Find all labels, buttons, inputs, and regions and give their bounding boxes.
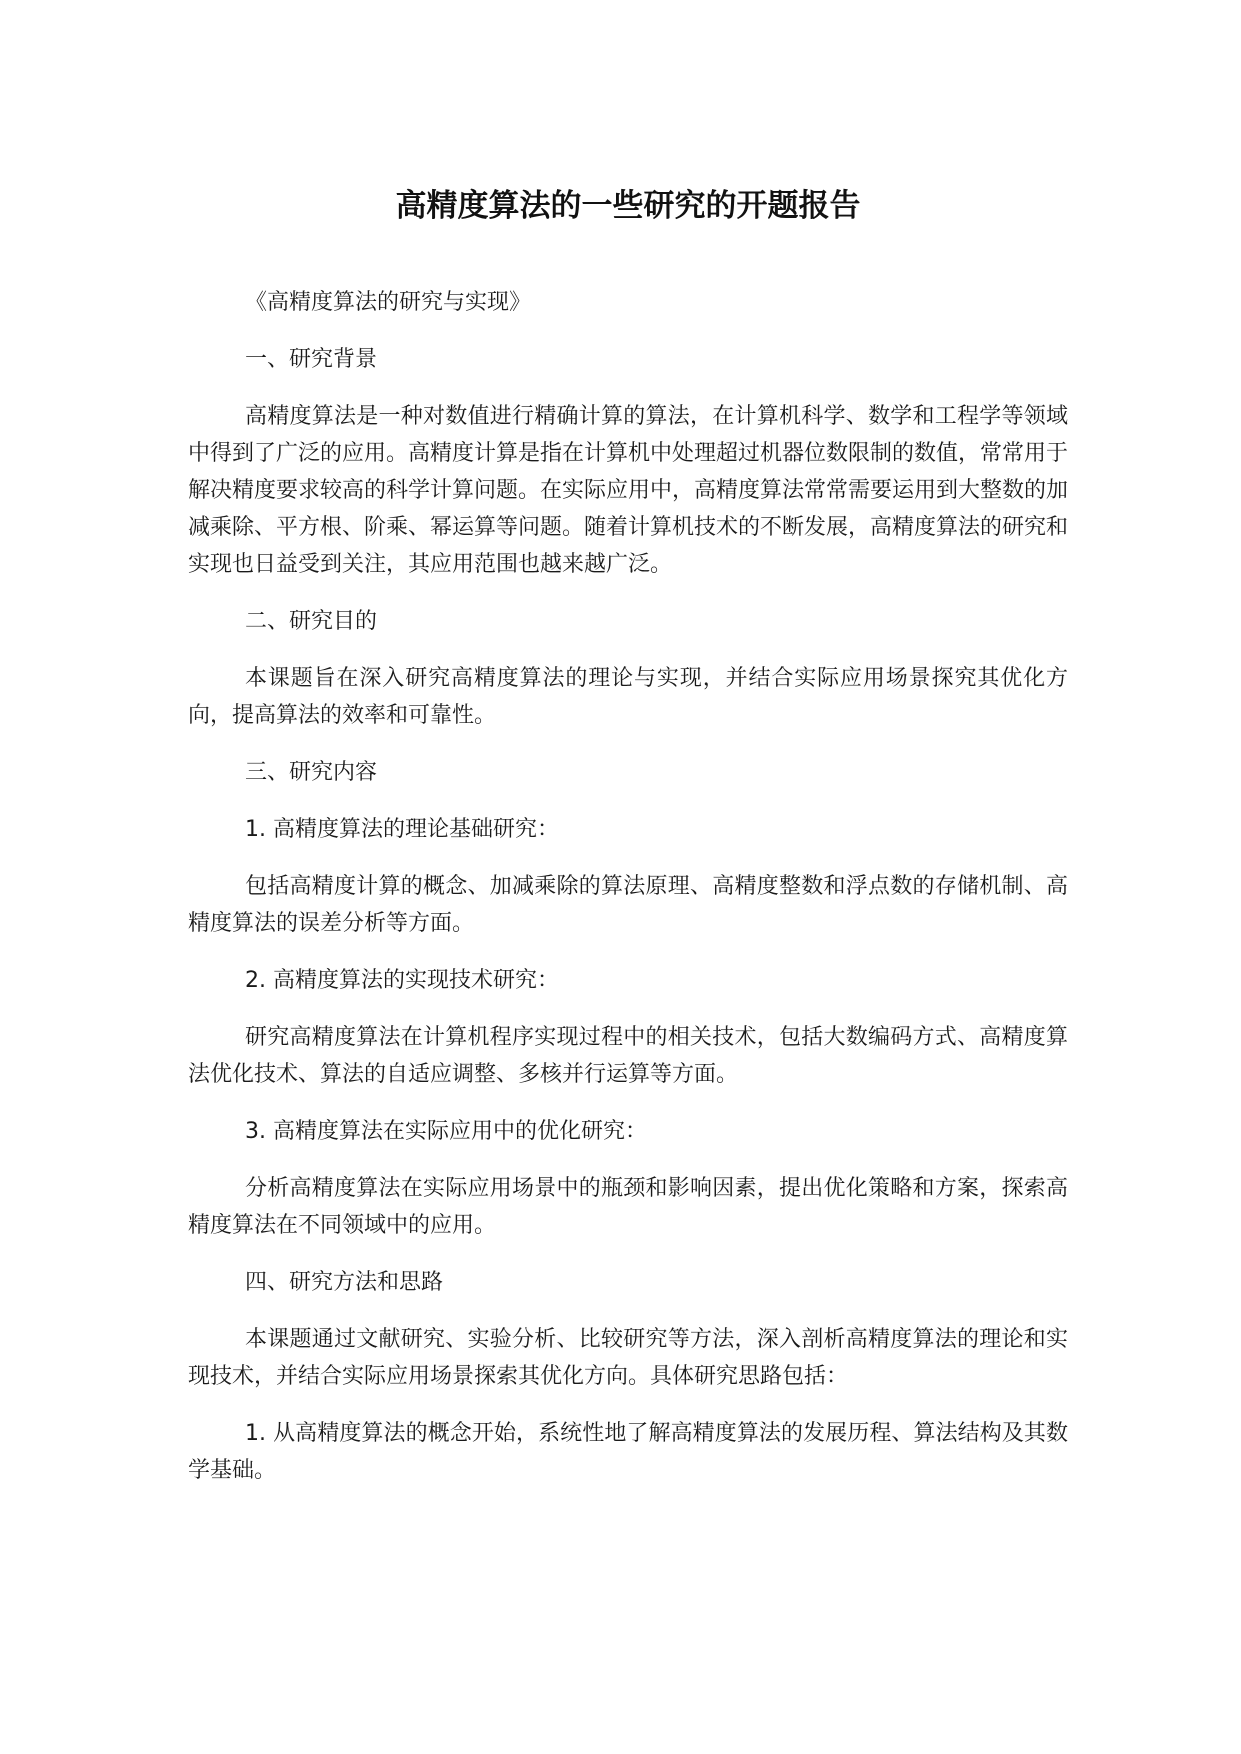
section-heading-content: 三、研究内容 <box>245 760 378 785</box>
document-title: 高精度算法的一些研究的开题报告 <box>395 188 861 224</box>
paragraph-purpose: 本课题旨在深入研究高精度算法的理论与实现，并结合实际应用场景探究其优化方向，提高算法的效率和可靠性。 <box>188 666 1068 728</box>
content-item-3-heading: 3. 高精度算法在实际应用中的优化研究： <box>245 1119 647 1144</box>
section-heading-purpose: 二、研究目的 <box>245 609 378 634</box>
content-item-2-text: 研究高精度算法在计算机程序实现过程中的相关技术，包括大数编码方式、高精度算法优化技术、算法的自适应调整、多核并行运算等方面。 <box>188 1025 1068 1087</box>
content-item-3-text: 分析高精度算法在实际应用场景中的瓶颈和影响因素，提出优化策略和方案，探索高精度算法在不同领域中的应用。 <box>188 1176 1068 1238</box>
content-item-1-text: 包括高精度计算的概念、加减乘除的算法原理、高精度整数和浮点数的存储机制、高精度算法的误差分析等方面。 <box>188 874 1068 936</box>
paragraph-method: 本课题通过文献研究、实验分析、比较研究等方法，深入剖析高精度算法的理论和实现技术，并结合实际应用场景探索其优化方向。具体研究思路包括： <box>188 1327 1068 1389</box>
content-item-2-heading: 2. 高精度算法的实现技术研究： <box>245 968 559 993</box>
report-subtitle: 《高精度算法的研究与实现》 <box>245 290 532 315</box>
section-heading-method: 四、研究方法和思路 <box>245 1270 444 1295</box>
document-body <box>188 284 1068 1509</box>
paragraph-background: 高精度算法是一种对数值进行精确计算的算法，在计算机科学、数学和工程学等领域中得到了广泛的应用。高精度计算是指在计算机中处理超过机器位数限制的数值，常常用于解决精度要求较高的科学计算问题。在实际应用中，高精度算法常常需要运用到大整数的加减乘除、平方根、阶乘、幂运算等问题。随着计算机技术的不断发展，高精度算法的研究和实现也日益受到关注，其应用范围也越来越广泛。 <box>188 404 1069 577</box>
method-item-1: 1. 从高精度算法的概念开始，系统性地了解高精度算法的发展历程、算法结构及其数学基础。 <box>188 1421 1068 1483</box>
section-heading-background: 一、研究背景 <box>245 347 378 372</box>
content-item-1-heading: 1. 高精度算法的理论基础研究： <box>245 817 559 842</box>
